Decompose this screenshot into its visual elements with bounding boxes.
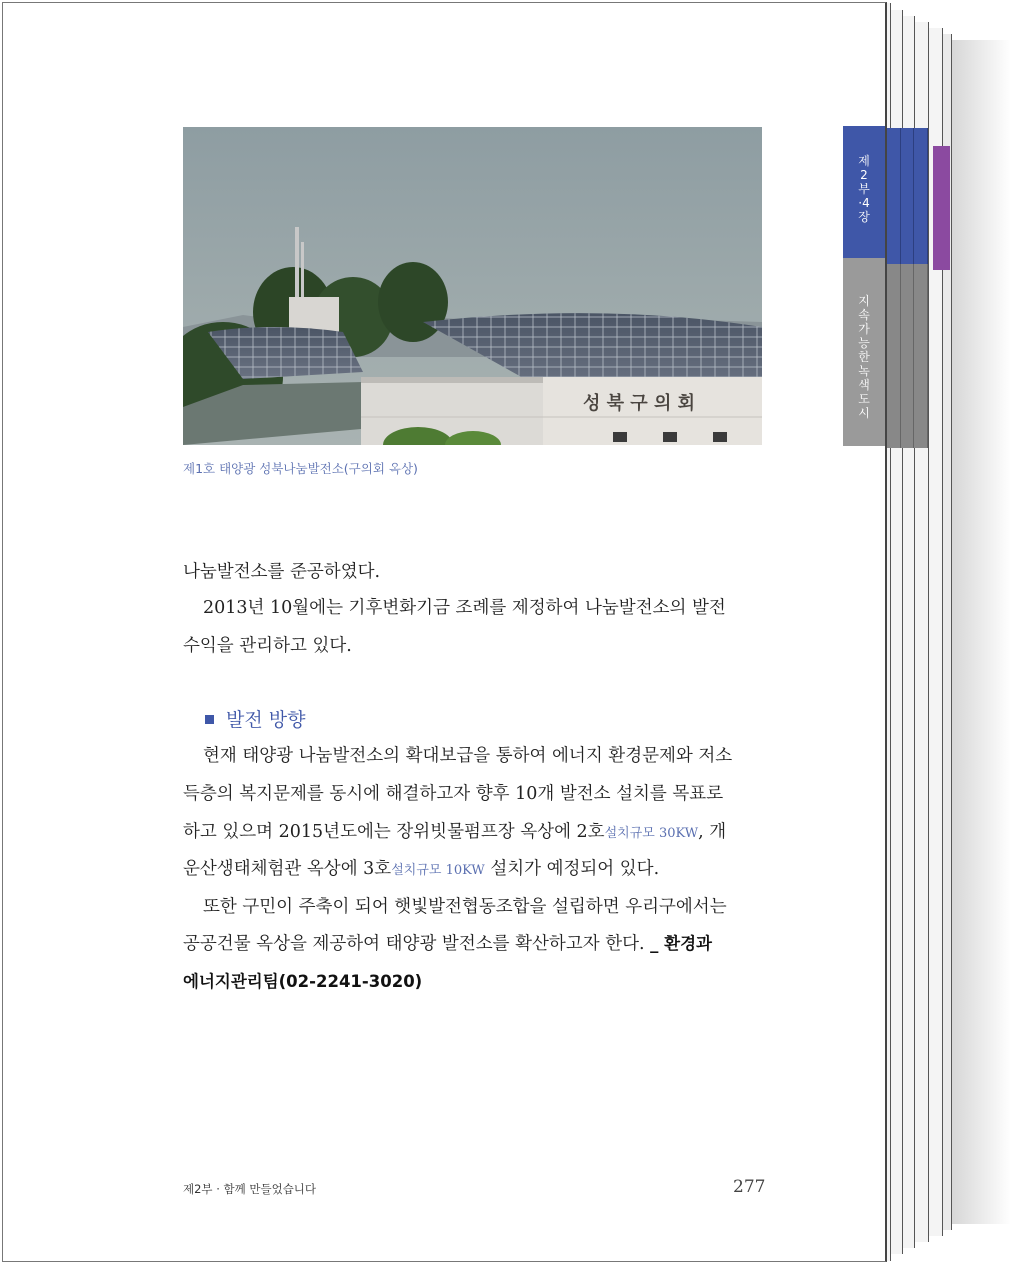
capacity-note: 설치규모 10KW xyxy=(391,863,485,878)
body-line xyxy=(183,818,773,843)
edge-tab-purple xyxy=(933,146,950,270)
body-line: 득층의 복지문제를 동시에 해결하고자 향후 10개 발전소 설치를 목표로 xyxy=(183,784,724,804)
photo-illustration xyxy=(183,127,762,445)
edge-tab-blue xyxy=(901,128,914,264)
edge-tab-gray xyxy=(901,264,914,448)
page-stack-shadow xyxy=(951,40,1011,1224)
body-line: 2013년 10월에는 기후변화기금 조례를 제정하여 나눔발전소의 발전 xyxy=(203,598,726,618)
body-line: 현재 태양광 나눔발전소의 확대보급을 통하여 에너지 환경문제와 저소 xyxy=(203,746,733,766)
page-number: 277 xyxy=(733,1177,766,1197)
body-text-segment: 운산생태체험관 옥상에 3호 xyxy=(183,859,392,879)
body-text-segment: 설치가 예정되어 있다. xyxy=(484,859,660,879)
section-tab-label: 지속가능한 녹색도시 xyxy=(858,294,870,420)
edge-tab-gray xyxy=(886,264,901,448)
photo-caption: 제1호 태양광 성북나눔발전소(구의회 옥상) xyxy=(183,461,418,476)
section-tab[interactable] xyxy=(843,258,885,446)
chapter-tab-label: 제2부·4장 xyxy=(858,154,870,224)
body-text-segment: 하고 있으며 2015년도에는 장위빗물펌프장 옥상에 2호 xyxy=(183,822,605,842)
body-line: 나눔발전소를 준공하였다. xyxy=(183,562,381,582)
building-sign: 성 북 구 의 회 xyxy=(583,393,696,414)
body-text-segment: , 개 xyxy=(698,822,727,842)
body-text-segment: 공공건물 옥상을 제공하여 태양광 발전소를 확산하고자 한다. xyxy=(183,934,651,954)
section-heading-text: 발전 방향 xyxy=(226,709,306,731)
edge-tab-gray xyxy=(914,264,928,448)
body-line xyxy=(183,855,773,880)
capacity-note: 설치규모 30KW xyxy=(604,826,699,841)
department-credit: _ 환경과 xyxy=(650,934,712,953)
section-heading xyxy=(205,705,305,732)
body-line: 수익을 관리하고 있다. xyxy=(183,636,352,656)
running-footer: 제2부 · 함께 만들었습니다 xyxy=(183,1182,317,1196)
solar-building-photo xyxy=(183,127,762,445)
body-line: 또한 구민이 주축이 되어 햇빛발전협동조합을 설립하면 우리구에서는 xyxy=(203,897,727,917)
body-line xyxy=(183,930,773,955)
edge-tab-blue xyxy=(886,128,901,264)
body-line xyxy=(183,968,773,992)
chapter-tab[interactable] xyxy=(843,126,885,258)
department-contact: 에너지관리팀(02-2241-3020) xyxy=(183,972,423,991)
edge-tab-blue xyxy=(914,128,928,264)
square-bullet-icon xyxy=(205,715,214,724)
